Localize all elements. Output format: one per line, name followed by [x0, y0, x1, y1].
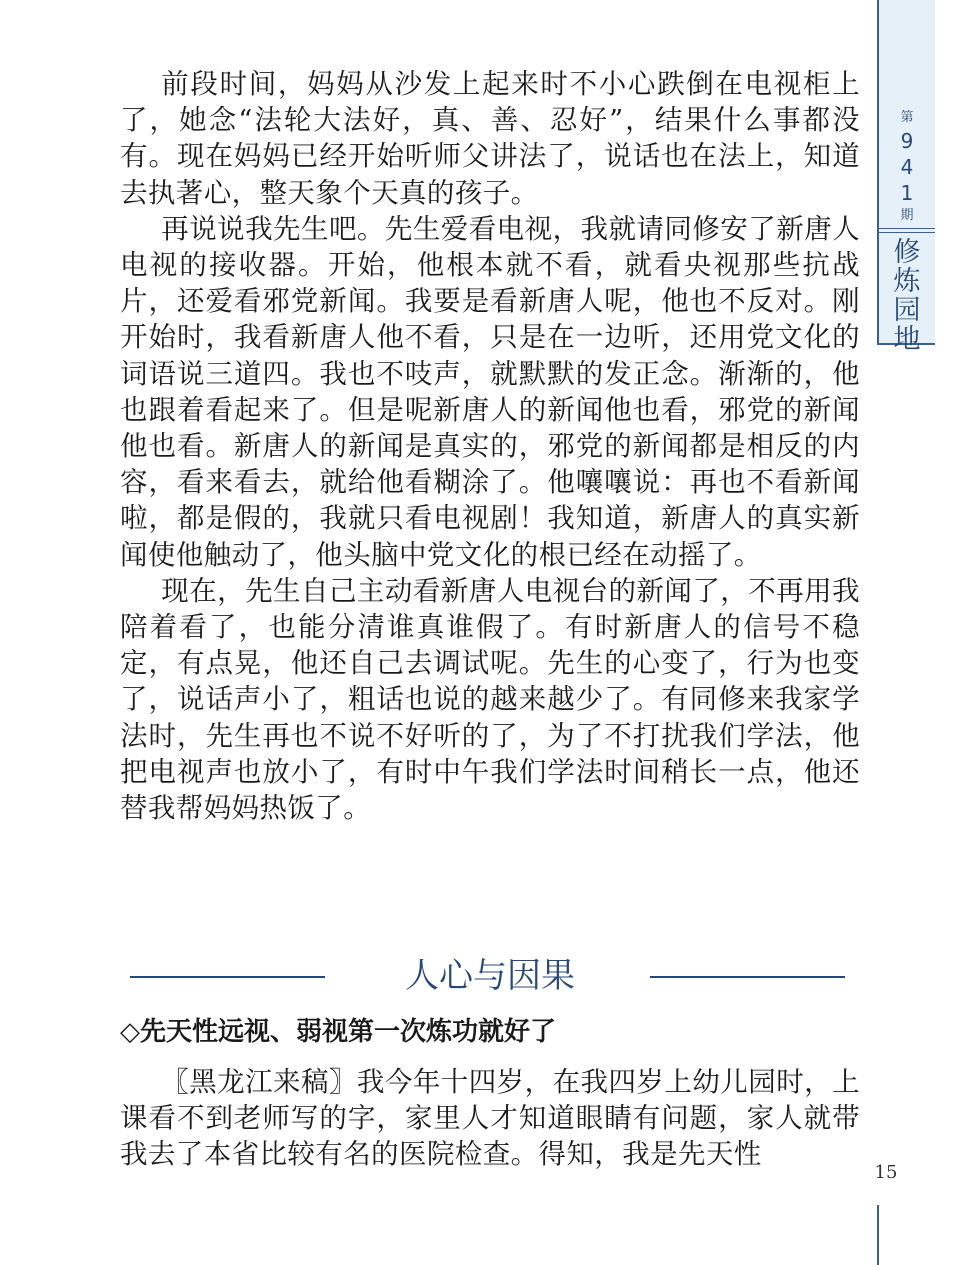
- section-side-tab: [877, 0, 935, 355]
- heading-rule-right: [650, 976, 845, 978]
- section-char: 修: [893, 237, 921, 268]
- paragraph: 〖黑龙江来稿〗我今年十四岁，在我四岁上幼儿园时，上课看不到老师写的字，家里人才知道眼睛有问题，家人就带我去了本省比较有名的医院检查。得知，我是先天性: [120, 1066, 860, 1171]
- article-body: [120, 66, 860, 826]
- tab-divider: [879, 228, 935, 229]
- issue-number: [879, 108, 935, 226]
- section-char: 炼: [893, 266, 921, 297]
- issue-digit: 4: [900, 155, 914, 179]
- paragraph: 再说说我先生吧。先生爱看电视，我就请同修安了新唐人电视的接收器。开始，他根本就不看，就看央视那些抗战片，还爱看邪党新闻。我要是看新唐人呢，他也不反对。刚开始时，我看新唐人他不看，只是在一边听，还用党文化的词语说三道四。我也不吱声，就默默的发正念。渐渐的，他也跟着看起来了。但是呢新唐人的新闻他也看，邪党的新闻他也看。新唐人的新闻是真实的，邪党的新闻都是相反的内容，看来看去，就给他看糊涂了。他嚷嚷说：再也不看新闻啦，都是假的，我就只看电视剧！我知道，新唐人的真实新闻使他触动了，他头脑中党文化的根已经在动摇了。: [120, 212, 860, 571]
- margin-rule: [877, 1205, 879, 1265]
- page-number: 15: [874, 1162, 898, 1183]
- issue-prefix: 第: [900, 110, 914, 125]
- section-char: 地: [893, 324, 921, 355]
- article-body: [120, 1064, 860, 1173]
- issue-digit: 9: [900, 129, 914, 153]
- section-title: 人心与因果: [405, 956, 575, 996]
- tab-divider: [879, 232, 935, 233]
- section-heading: [130, 954, 850, 1002]
- paragraph: 现在，先生自己主动看新唐人电视台的新闻了，不再用我陪着看了，也能分清谁真谁假了。有时新唐人的信号不稳定，有点晃，他还自己去调试呢。先生的心变了，行为也变了，说话声小了，粗话也说的越来越少了。有同修来我家学法时，先生再也不说不好听的了，为了不打扰我们学法，他把电视声也放小了，有时中午我们学法时间稍长一点，他还替我帮妈妈热饭了。: [120, 574, 860, 825]
- paragraph: 前段时间，妈妈从沙发上起来时不小心跌倒在电视柜上了，她念“法轮大法好，真、善、忍好”，结果什么事都没有。现在妈妈已经开始听师父讲法了，说话也在法上，知道去执著心，整天象个天真的孩子。: [120, 68, 860, 209]
- issue-suffix: 期: [900, 208, 914, 223]
- heading-rule-left: [130, 976, 325, 978]
- issue-digit: 1: [900, 181, 914, 205]
- article-subtitle: ◇先天性远视、弱视第一次炼功就好了: [120, 1017, 556, 1047]
- section-char: 园: [893, 295, 921, 326]
- section-name: [879, 238, 935, 354]
